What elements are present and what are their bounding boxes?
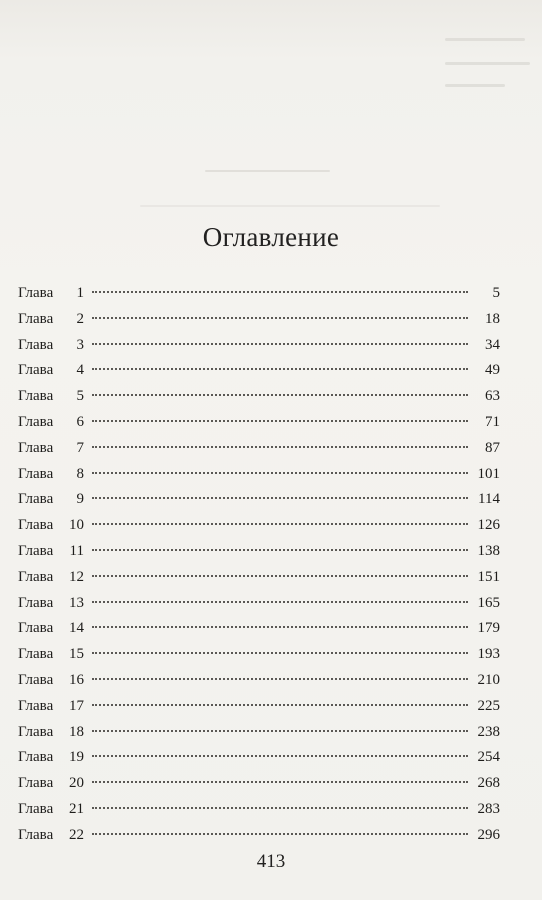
toc-dot-leader <box>92 730 468 732</box>
toc-page-number: 87 <box>485 439 500 456</box>
toc-chapter-label: Глава <box>18 671 54 688</box>
toc-dot-leader <box>92 781 468 783</box>
toc-entry[interactable] <box>18 462 500 488</box>
toc-entry[interactable] <box>18 513 500 539</box>
toc-chapter-number: 6 <box>76 413 84 430</box>
toc-chapter-label: Глава <box>18 749 54 766</box>
toc-chapter-number: 9 <box>76 491 84 508</box>
toc-chapter-label: Глава <box>18 310 54 327</box>
toc-entry[interactable] <box>18 823 500 849</box>
toc-chapter-label: Глава <box>18 388 54 405</box>
toc-dot-leader <box>92 368 468 370</box>
toc-dot-leader <box>92 601 468 603</box>
toc-page-number: 165 <box>477 594 500 611</box>
toc-page-number: 225 <box>477 697 500 714</box>
toc-chapter-number: 22 <box>69 826 84 843</box>
toc-chapter-number: 15 <box>69 646 84 663</box>
toc-chapter-number: 20 <box>69 775 84 792</box>
toc-dot-leader <box>92 549 468 551</box>
toc-entry[interactable] <box>18 642 500 668</box>
toc-entry[interactable] <box>18 616 500 642</box>
toc-entry[interactable] <box>18 745 500 771</box>
toc-entry[interactable] <box>18 307 500 333</box>
toc-dot-leader <box>92 523 468 525</box>
toc-chapter-number: 5 <box>76 388 84 405</box>
toc-entry[interactable] <box>18 565 500 591</box>
toc-page-number: 210 <box>477 671 500 688</box>
toc-entry[interactable] <box>18 281 500 307</box>
toc-dot-leader <box>92 704 468 706</box>
toc-chapter-label: Глава <box>18 362 54 379</box>
toc-page-number: 268 <box>477 775 500 792</box>
toc-chapter-label: Глава <box>18 517 54 534</box>
toc-page-number: 151 <box>477 568 500 585</box>
toc-page-number: 296 <box>477 826 500 843</box>
toc-chapter-label: Глава <box>18 542 54 559</box>
toc-page-number: 71 <box>485 413 500 430</box>
toc-entry[interactable] <box>18 668 500 694</box>
toc-chapter-label: Глава <box>18 826 54 843</box>
toc-chapter-number: 13 <box>69 594 84 611</box>
toc-dot-leader <box>92 626 468 628</box>
toc-entry[interactable] <box>18 539 500 565</box>
toc-chapter-label: Глава <box>18 620 54 637</box>
toc-chapter-number: 8 <box>76 465 84 482</box>
bleed-through-line <box>140 205 440 207</box>
toc-dot-leader <box>92 575 468 577</box>
toc-chapter-number: 2 <box>76 310 84 327</box>
toc-chapter-number: 16 <box>69 671 84 688</box>
toc-dot-leader <box>92 472 468 474</box>
toc-chapter-label: Глава <box>18 697 54 714</box>
bleed-through-line <box>445 38 525 41</box>
toc-chapter-number: 12 <box>69 568 84 585</box>
toc-chapter-label: Глава <box>18 775 54 792</box>
toc-chapter-number: 18 <box>69 723 84 740</box>
toc-page-number: 101 <box>477 465 500 482</box>
toc-entry[interactable] <box>18 436 500 462</box>
toc-dot-leader <box>92 807 468 809</box>
toc-dot-leader <box>92 755 468 757</box>
toc-chapter-label: Глава <box>18 285 54 301</box>
toc-entry[interactable] <box>18 720 500 746</box>
toc-chapter-number: 7 <box>76 439 84 456</box>
page-title: Оглавление <box>202 222 340 252</box>
toc-chapter-number: 17 <box>69 697 84 714</box>
toc-dot-leader <box>92 678 468 680</box>
toc-entry[interactable] <box>18 694 500 720</box>
toc-page-number: 283 <box>477 800 500 817</box>
toc-chapter-number: 4 <box>76 362 84 379</box>
toc-dot-leader <box>92 317 468 319</box>
toc-dot-leader <box>92 497 468 499</box>
page-number: 413 <box>256 851 286 872</box>
toc-dot-leader <box>92 833 468 835</box>
toc-dot-leader <box>92 394 468 396</box>
toc-page-number: 18 <box>485 310 500 327</box>
toc-chapter-number: 14 <box>69 620 84 637</box>
toc-chapter-number: 1 <box>76 285 84 301</box>
toc-chapter-number: 21 <box>69 800 84 817</box>
toc-page-number: 63 <box>485 388 500 405</box>
toc-page-number: 5 <box>492 285 500 301</box>
toc-page-number: 179 <box>477 620 500 637</box>
toc-chapter-label: Глава <box>18 439 54 456</box>
toc-chapter-label: Глава <box>18 568 54 585</box>
bleed-through-line <box>205 170 330 172</box>
toc-chapter-label: Глава <box>18 646 54 663</box>
toc-entry[interactable] <box>18 384 500 410</box>
toc-dot-leader <box>92 343 468 345</box>
toc-page-number: 49 <box>485 362 500 379</box>
toc-page-number: 126 <box>477 517 500 534</box>
toc-dot-leader <box>92 652 468 654</box>
toc-page-number: 34 <box>485 336 500 353</box>
toc-chapter-number: 3 <box>76 336 84 353</box>
bleed-through-line <box>445 84 505 87</box>
toc-entry[interactable] <box>18 333 500 359</box>
toc-chapter-label: Глава <box>18 800 54 817</box>
toc-entry[interactable] <box>18 487 500 513</box>
toc-chapter-label: Глава <box>18 336 54 353</box>
toc-chapter-label: Глава <box>18 594 54 611</box>
toc-page-number: 193 <box>477 646 500 663</box>
toc-entry[interactable] <box>18 410 500 436</box>
toc-chapter-label: Глава <box>18 465 54 482</box>
toc-page-number: 114 <box>478 491 500 508</box>
toc-dot-leader <box>92 446 468 448</box>
toc-dot-leader <box>92 291 468 293</box>
toc-page-number: 254 <box>477 749 500 766</box>
toc-chapter-number: 19 <box>69 749 84 766</box>
toc-entry[interactable] <box>18 358 500 384</box>
toc-page-number: 238 <box>477 723 500 740</box>
bleed-through-line <box>445 62 530 65</box>
toc-entry[interactable] <box>18 771 500 797</box>
toc-chapter-label: Глава <box>18 491 54 508</box>
toc-entry[interactable] <box>18 591 500 617</box>
toc-chapter-number: 11 <box>69 542 84 559</box>
toc-chapter-label: Глава <box>18 413 54 430</box>
toc-entry[interactable] <box>18 797 500 823</box>
table-of-contents <box>18 281 500 849</box>
toc-page-number: 138 <box>477 542 500 559</box>
toc-chapter-number: 10 <box>69 517 84 534</box>
toc-chapter-label: Глава <box>18 723 54 740</box>
toc-dot-leader <box>92 420 468 422</box>
